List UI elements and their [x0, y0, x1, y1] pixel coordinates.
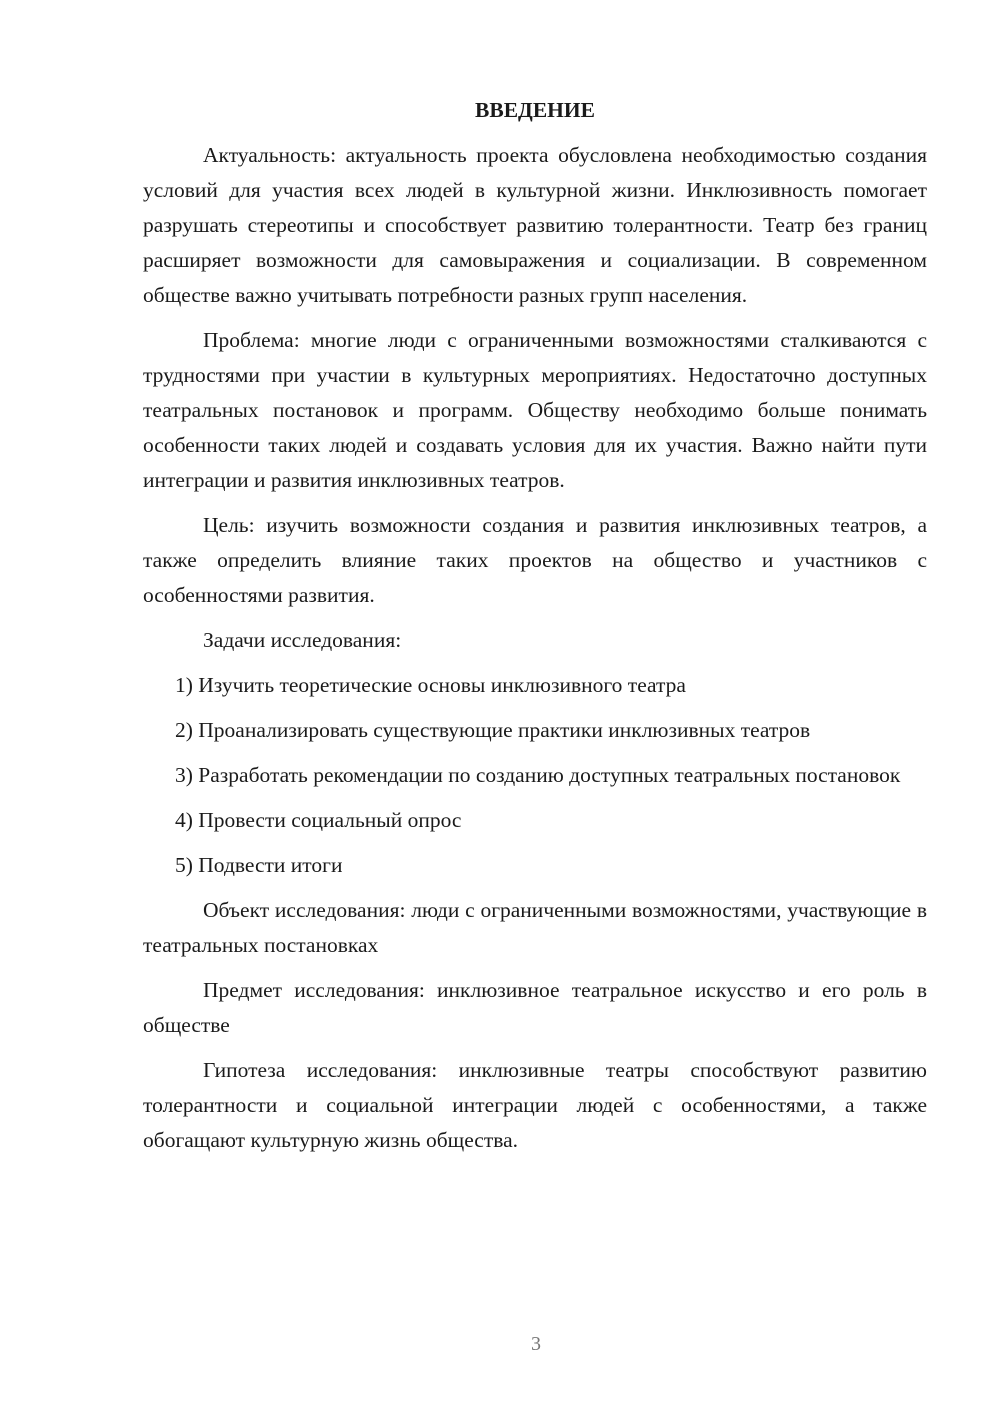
- task-item: 5) Подвести итоги: [175, 853, 343, 877]
- task-item: 3) Разработать рекомендации по созданию доступных театральных постановок: [175, 763, 901, 787]
- task-item: 2) Проанализировать существующие практики инклюзивных театров: [175, 718, 811, 742]
- hypothesis-paragraph: Гипотеза исследования: инклюзивные театры способствуют развитию толерантности и социальной интеграции людей с особенностями, а также обогащают культурную жизнь общества.: [143, 1058, 927, 1152]
- relevance-paragraph: Актуальность: актуальность проекта обусловлена необходимостью создания условий для участия всех людей в культурной жизни. Инклюзивность помогает разрушать стереотипы и способствует развитию толерантности. Театр без границ расширяет возможности для самовыражения и социализации. В современном обществе важно учитывать потребности разных групп населения.: [143, 143, 927, 307]
- goal-paragraph: Цель: изучить возможности создания и развития инклюзивных театров, а также определить влияние таких проектов на общество и участников с особенностями развития.: [143, 513, 927, 607]
- tasks-heading: Задачи исследования:: [203, 628, 402, 652]
- section-title: ВВЕДЕНИЕ: [475, 98, 595, 122]
- task-item: 4) Провести социальный опрос: [175, 808, 462, 832]
- subject-paragraph: Предмет исследования: инклюзивное театральное искусство и его роль в обществе: [143, 978, 927, 1037]
- page-number: 3: [531, 1333, 541, 1355]
- task-item: 1) Изучить теоретические основы инклюзивного театра: [175, 673, 686, 697]
- object-paragraph: Объект исследования: люди с ограниченными возможностями, участвующие в театральных постановках: [143, 898, 927, 957]
- document-page: [143, 94, 927, 1168]
- problem-paragraph: Проблема: многие люди с ограниченными возможностями сталкиваются с трудностями при участии в культурных мероприятиях. Недостаточно доступных театральных постановок и программ. Обществу необходимо больше понимать особенности таких людей и создавать условия для их участия. Важно найти пути интеграции и развития инклюзивных театров.: [143, 328, 927, 492]
